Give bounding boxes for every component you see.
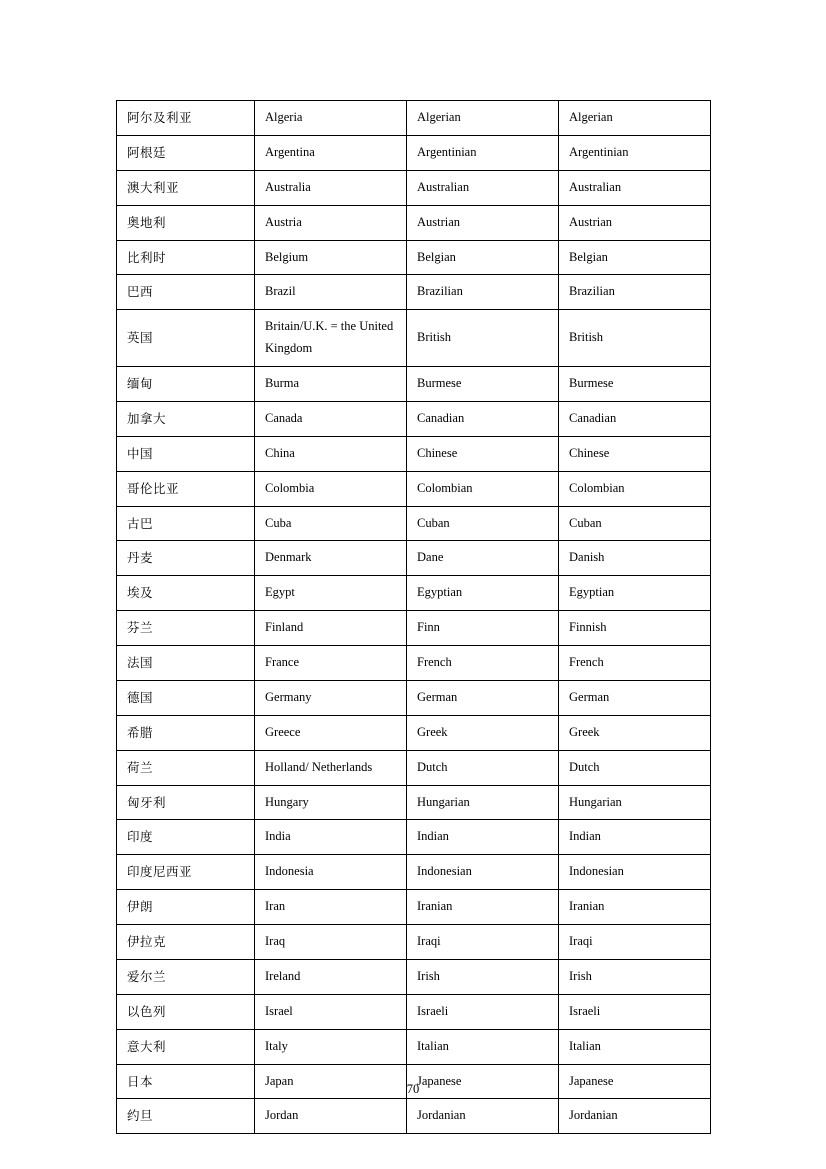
table-row [117, 994, 711, 1029]
cell-adjective-2: Burmese [559, 367, 711, 402]
cell-adjective-1: Dutch [407, 750, 559, 785]
table-row [117, 680, 711, 715]
cell-country: Finland [255, 611, 407, 646]
cell-adjective-2: Irish [559, 959, 711, 994]
cell-adjective-2: British [559, 310, 711, 367]
cell-country: Holland/ Netherlands [255, 750, 407, 785]
cell-adjective-1: Canadian [407, 401, 559, 436]
cell-adjective-1: Italian [407, 1029, 559, 1064]
cell-adjective-1: Chinese [407, 436, 559, 471]
cell-adjective-2: Austrian [559, 205, 711, 240]
cell-country: Japan [255, 1064, 407, 1099]
cell-adjective-1: Egyptian [407, 576, 559, 611]
cell-adjective-2: Danish [559, 541, 711, 576]
page-number: 70 [406, 1082, 420, 1096]
cell-country: Indonesia [255, 855, 407, 890]
cell-adjective-2: Egyptian [559, 576, 711, 611]
table-row [117, 925, 711, 960]
cell-country: France [255, 646, 407, 681]
table-row [117, 576, 711, 611]
cell-adjective-1: French [407, 646, 559, 681]
table-row [117, 646, 711, 681]
cell-adjective-2: Canadian [559, 401, 711, 436]
cell-country: Algeria [255, 101, 407, 136]
cell-chinese: 哥伦比亚 [117, 471, 255, 506]
cell-adjective-1: Greek [407, 715, 559, 750]
table-row [117, 275, 711, 310]
table-row [117, 367, 711, 402]
cell-chinese: 澳大利亚 [117, 170, 255, 205]
cell-country: Hungary [255, 785, 407, 820]
cell-adjective-1: Japanese [407, 1064, 559, 1099]
cell-country: Ireland [255, 959, 407, 994]
cell-adjective-2: Belgian [559, 240, 711, 275]
cell-chinese: 意大利 [117, 1029, 255, 1064]
cell-country: Argentina [255, 135, 407, 170]
table-row [117, 135, 711, 170]
cell-chinese: 伊拉克 [117, 925, 255, 960]
table-row [117, 506, 711, 541]
cell-country: Brazil [255, 275, 407, 310]
table-row [117, 750, 711, 785]
cell-chinese: 希腊 [117, 715, 255, 750]
cell-adjective-1: Algerian [407, 101, 559, 136]
cell-chinese: 巴西 [117, 275, 255, 310]
cell-adjective-2: Algerian [559, 101, 711, 136]
cell-adjective-1: Brazilian [407, 275, 559, 310]
table-row [117, 959, 711, 994]
cell-chinese: 缅甸 [117, 367, 255, 402]
cell-chinese: 约旦 [117, 1099, 255, 1134]
cell-chinese: 阿尔及利亚 [117, 101, 255, 136]
table-body [117, 101, 711, 1134]
table-row [117, 436, 711, 471]
cell-adjective-1: Burmese [407, 367, 559, 402]
cell-adjective-2: Italian [559, 1029, 711, 1064]
cell-adjective-2: Indonesian [559, 855, 711, 890]
cell-adjective-1: Hungarian [407, 785, 559, 820]
cell-chinese: 埃及 [117, 576, 255, 611]
cell-country: Jordan [255, 1099, 407, 1134]
cell-adjective-2: Hungarian [559, 785, 711, 820]
cell-country: Australia [255, 170, 407, 205]
cell-adjective-1: Iranian [407, 890, 559, 925]
cell-country: China [255, 436, 407, 471]
cell-adjective-2: Jordanian [559, 1099, 711, 1134]
cell-adjective-2: Indian [559, 820, 711, 855]
cell-adjective-2: Japanese [559, 1064, 711, 1099]
cell-chinese: 伊朗 [117, 890, 255, 925]
table-row [117, 785, 711, 820]
cell-adjective-1: Iraqi [407, 925, 559, 960]
cell-adjective-1: Jordanian [407, 1099, 559, 1134]
cell-chinese: 英国 [117, 310, 255, 367]
cell-chinese: 中国 [117, 436, 255, 471]
cell-adjective-1: Irish [407, 959, 559, 994]
cell-adjective-2: Colombian [559, 471, 711, 506]
table-row [117, 205, 711, 240]
cell-adjective-2: Finnish [559, 611, 711, 646]
cell-country: Belgium [255, 240, 407, 275]
cell-country: Canada [255, 401, 407, 436]
cell-adjective-2: French [559, 646, 711, 681]
cell-adjective-1: Australian [407, 170, 559, 205]
table-row [117, 1029, 711, 1064]
cell-chinese: 以色列 [117, 994, 255, 1029]
cell-chinese: 比利时 [117, 240, 255, 275]
cell-adjective-2: Iranian [559, 890, 711, 925]
cell-country: Austria [255, 205, 407, 240]
table-row [117, 170, 711, 205]
cell-chinese: 匈牙利 [117, 785, 255, 820]
cell-chinese: 古巴 [117, 506, 255, 541]
cell-adjective-1: Colombian [407, 471, 559, 506]
cell-country: Egypt [255, 576, 407, 611]
cell-chinese: 印度尼西亚 [117, 855, 255, 890]
cell-chinese: 日本 [117, 1064, 255, 1099]
table-row [117, 240, 711, 275]
cell-adjective-1: Indian [407, 820, 559, 855]
cell-adjective-2: Dutch [559, 750, 711, 785]
cell-chinese: 加拿大 [117, 401, 255, 436]
cell-chinese: 法国 [117, 646, 255, 681]
cell-adjective-1: Finn [407, 611, 559, 646]
cell-country: Burma [255, 367, 407, 402]
cell-country: Denmark [255, 541, 407, 576]
cell-chinese: 爱尔兰 [117, 959, 255, 994]
table-row [117, 820, 711, 855]
cell-chinese: 阿根廷 [117, 135, 255, 170]
cell-country: Iran [255, 890, 407, 925]
cell-adjective-1: Indonesian [407, 855, 559, 890]
cell-adjective-2: Chinese [559, 436, 711, 471]
table-row [117, 471, 711, 506]
table-row [117, 401, 711, 436]
cell-adjective-2: Cuban [559, 506, 711, 541]
cell-adjective-1: Dane [407, 541, 559, 576]
cell-adjective-2: Iraqi [559, 925, 711, 960]
table-row [117, 1099, 711, 1134]
cell-adjective-1: Israeli [407, 994, 559, 1029]
cell-adjective-2: German [559, 680, 711, 715]
cell-adjective-1: Argentinian [407, 135, 559, 170]
cell-country: Germany [255, 680, 407, 715]
table-row [117, 890, 711, 925]
table-row [117, 715, 711, 750]
cell-adjective-1: British [407, 310, 559, 367]
cell-country: Britain/U.K. = the United Kingdom [255, 310, 407, 367]
cell-adjective-2: Brazilian [559, 275, 711, 310]
cell-chinese: 印度 [117, 820, 255, 855]
table-row [117, 101, 711, 136]
cell-country: Israel [255, 994, 407, 1029]
table-row [117, 541, 711, 576]
cell-country: Italy [255, 1029, 407, 1064]
cell-chinese: 德国 [117, 680, 255, 715]
cell-adjective-1: Austrian [407, 205, 559, 240]
cell-country: Cuba [255, 506, 407, 541]
cell-adjective-2: Australian [559, 170, 711, 205]
cell-adjective-1: Belgian [407, 240, 559, 275]
cell-country: Iraq [255, 925, 407, 960]
cell-adjective-2: Argentinian [559, 135, 711, 170]
table-row [117, 611, 711, 646]
cell-chinese: 荷兰 [117, 750, 255, 785]
cell-chinese: 芬兰 [117, 611, 255, 646]
cell-chinese: 丹麦 [117, 541, 255, 576]
cell-country: Colombia [255, 471, 407, 506]
table-row [117, 310, 711, 367]
country-nationality-table [116, 100, 711, 1134]
table-row [117, 855, 711, 890]
cell-adjective-1: German [407, 680, 559, 715]
cell-chinese: 奥地利 [117, 205, 255, 240]
cell-country: Greece [255, 715, 407, 750]
cell-country: India [255, 820, 407, 855]
cell-adjective-2: Greek [559, 715, 711, 750]
cell-adjective-1: Cuban [407, 506, 559, 541]
cell-adjective-2: Israeli [559, 994, 711, 1029]
